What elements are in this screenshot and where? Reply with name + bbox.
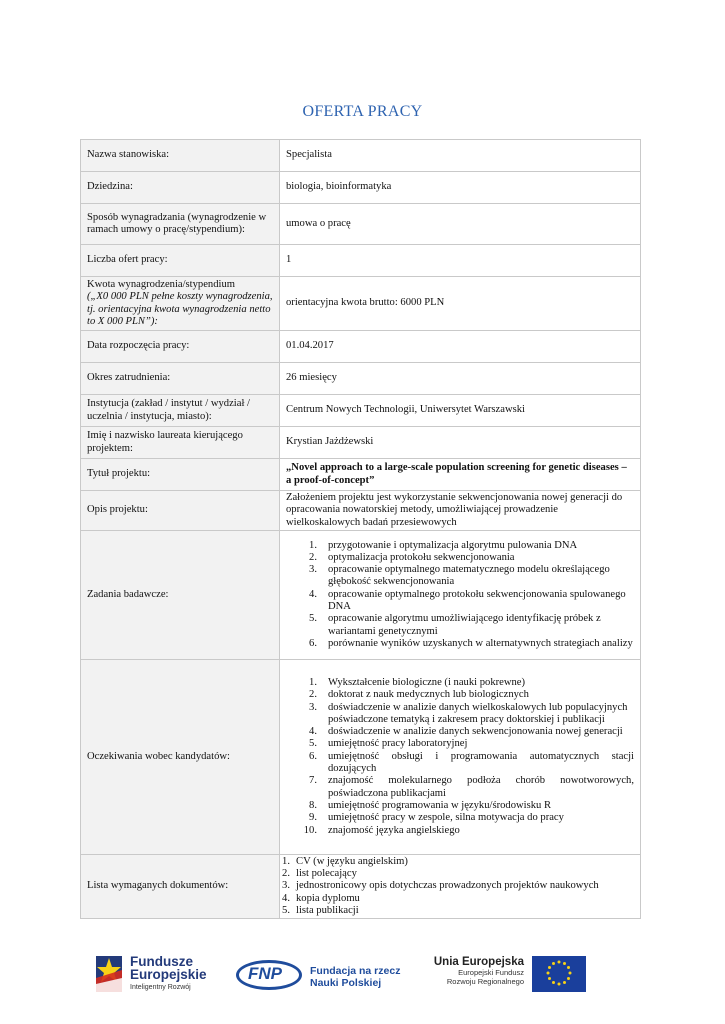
row-leader [81,427,641,459]
requirements-value [280,659,641,854]
fnp-word: FNP [248,964,282,983]
row-project-title [81,459,641,491]
field-value: biologia, bioinformatyka [280,172,641,204]
documents-label: Lista wymaganych dokumentów: [81,854,280,918]
project-title-value: „Novel approach to a large-scale population screening for genetic diseases – a proof-of-concept” [280,459,641,491]
list-item: 5. lista publikacji [282,905,359,917]
amount-label-main: Kwota wynagrodzenia/stypendium [87,278,235,290]
row-count [81,245,641,277]
ue-sub1: Europejski Fundusz [458,968,524,977]
list-item: 2. optymalizacja protokołu sekwencjonowania [309,551,515,563]
fnp-logo [236,952,406,998]
row-project-desc [81,491,641,531]
footer-logos [0,950,725,1000]
row-requirements [81,659,641,854]
documents-value [280,854,641,918]
list-item: 7. znajomość molekularnego podłoża chorób nowotworowych, poświadczona publikacjami [309,775,634,799]
project-title-label: Tytuł projektu: [81,459,280,491]
page-title: OFERTA PRACY [302,103,423,120]
requirements-list [286,677,634,837]
fnp-line1: Fundacja na rzecz [310,965,401,977]
fundusze-europejskie-logo [94,950,224,998]
documents-list [282,856,634,917]
list-item: 4. doświadczenie w analizie danych sekwencjonowania nowej generacji [309,726,623,738]
list-item: 5. opracowanie algorytmu umożliwiającego identyfikację próbek z wariantami genetycznymi [309,613,601,637]
project-desc-value: Założeniem projektu jest wykorzystanie sekwencjonowania nowej generacji do opracowania nowatorskiej metody, umożliwiającej prowadzenie wielkoskalowych badań przesiewowych [280,491,641,531]
row-start-date [81,331,641,363]
row-tasks [81,530,641,659]
list-item: 2. list polecający [282,868,357,880]
row-position [81,140,641,172]
start-date-value: 01.04.2017 [280,331,641,363]
list-item: 6. umiejętność obsługi i programowania automatycznych stacji dozujących [309,750,634,775]
start-date-label: Data rozpoczęcia pracy: [81,331,280,363]
count-value: 1 [280,245,641,277]
pay-method-label: Sposób wynagradzania (wynagrodzenie w ramach umowy o pracę/stypendium): [81,204,280,245]
institution-value: Centrum Nowych Technologii, Uniwersytet Warszawski [280,395,641,427]
requirements-label: Oczekiwania wobec kandydatów: [81,659,280,854]
fnp-line2: Nauki Polskiej [310,977,382,989]
pay-method-value: umowa o pracę [280,204,641,245]
ue-main: Unia Europejska [433,956,524,968]
list-item: 6. porównanie wyników uzyskanych w alternatywnych strategiach analizy [309,637,633,649]
tasks-label: Zadania badawcze: [81,530,280,659]
list-item: 4. opracowanie optymalnego protokołu sekwencjonowania spulowanego DNA [309,588,626,613]
list-item: 5. umiejętność pracy laboratoryjnej [309,738,468,750]
row-institution [81,395,641,427]
fe-line1: Fundusze [130,954,193,969]
amount-label-note: („X0 000 PLN pełne koszty wynagrodzenia, tj. orientacyjna kwota wynagrodzenia netto to X 000 PLN”): [87,291,273,327]
eu-logo [430,954,590,998]
job-offer-table [80,139,641,919]
list-item: 10. znajomość języka angielskiego [303,824,460,836]
project-desc-label: Opis projektu: [81,491,280,531]
fe-line2: Europejskie [130,967,207,982]
list-item: 1. CV (w języku angielskim) [282,855,408,867]
row-field [81,172,641,204]
list-item: 3. jednostronicowy opis dotychczas prowadzonych projektów naukowych [282,880,599,892]
position-label: Nazwa stanowiska: [81,140,280,172]
amount-label [81,277,280,331]
duration-label: Okres zatrudnienia: [81,363,280,395]
tasks-list [286,540,634,651]
amount-value: orientacyjna kwota brutto: 6000 PLN [280,277,641,331]
fe-sub: Inteligentny Rozwój [130,984,191,991]
duration-value: 26 miesięcy [280,363,641,395]
list-item: 3. opracowanie optymalnego matematycznego modelu określającego głębokość sekwencjonowania [309,564,610,588]
list-item: 3. doświadczenie w analizie danych wielkoskalowych lub populacyjnych poświadczone tematyką i zakresem pracy doktorskiej i publikacji [309,701,628,725]
field-label: Dziedzina: [81,172,280,204]
row-pay-method [81,204,641,245]
list-item: 2. doktorat z nauk medycznych lub biologicznych [309,689,529,701]
ue-sub2: Rozwoju Regionalnego [446,977,524,986]
leader-label: Imię i nazwisko laureata kierującego projektem: [81,427,280,459]
fe-star-icon [94,952,124,996]
row-amount [81,277,641,331]
row-duration [81,363,641,395]
eu-flag-icon [532,956,586,992]
list-item: 8. umiejętność programowania w języku/środowisku R [309,799,552,811]
list-item: 9. umiejętność pracy w zespole, silna motywacja do pracy [309,812,564,824]
leader-value: Krystian Jażdżewski [280,427,641,459]
list-item: 1. Wykształcenie biologiczne (i nauki pokrewne) [309,676,526,688]
count-label: Liczba ofert pracy: [81,245,280,277]
list-item: 1. przygotowanie i optymalizacja algorytmu pulowania DNA [309,539,578,551]
list-item: 4. kopia dyplomu [282,892,360,904]
tasks-value [280,530,641,659]
position-value: Specjalista [280,140,641,172]
institution-label: Instytucja (zakład / instytut / wydział / uczelnia / instytucja, miasto): [81,395,280,427]
row-documents [81,854,641,918]
